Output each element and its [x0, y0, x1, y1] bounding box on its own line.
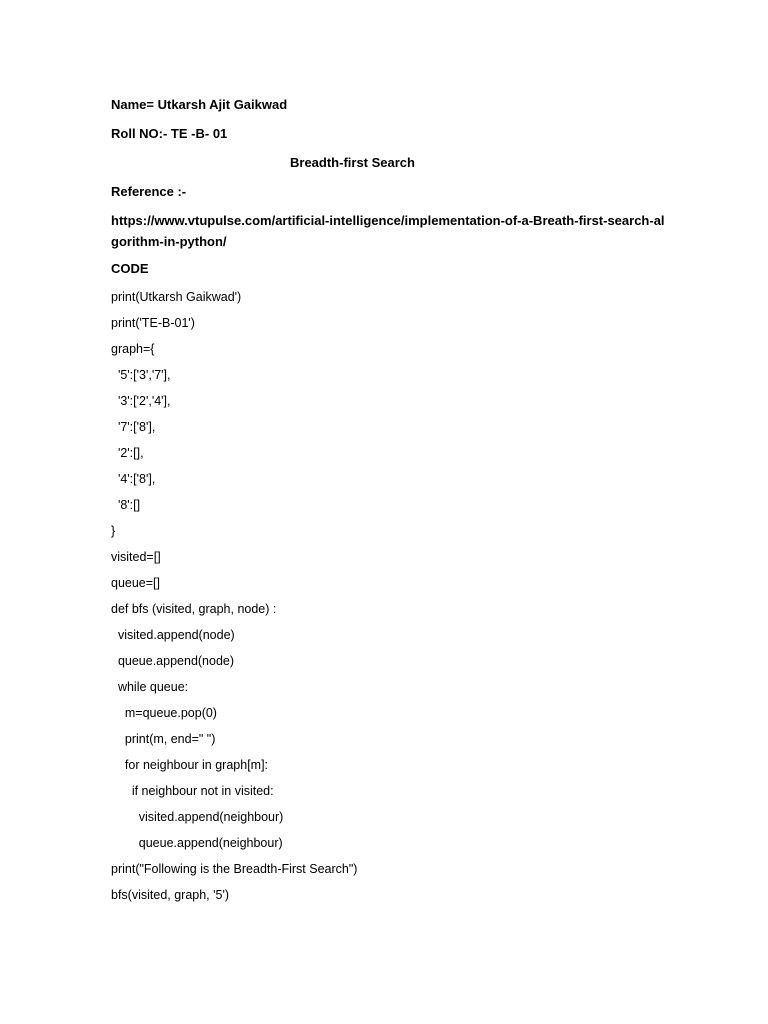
code-line: m=queue.pop(0)	[111, 706, 217, 720]
code-line: visited.append(neighbour)	[111, 810, 284, 824]
code-line: }	[111, 524, 116, 538]
code-line: for neighbour in graph[m]:	[111, 758, 269, 772]
code-line: queue.append(node)	[111, 654, 235, 668]
code-line: bfs(visited, graph, '5')	[111, 888, 230, 902]
code-line: '8':[]	[111, 498, 141, 512]
code-line: '2':[],	[111, 446, 144, 460]
code-line: if neighbour not in visited:	[111, 784, 274, 798]
code-line: queue=[]	[111, 576, 161, 590]
code-line: '5':['3','7'],	[111, 368, 171, 382]
code-line: visited=[]	[111, 550, 161, 564]
code-line: '3':['2','4'],	[111, 394, 171, 408]
code-line: print("Following is the Breadth-First Search")	[111, 862, 358, 876]
document-title: Breadth-first Search	[290, 155, 415, 170]
code-line: queue.append(neighbour)	[111, 836, 283, 850]
code-line: while queue:	[111, 680, 189, 694]
code-heading: CODE	[111, 261, 149, 276]
student-name: Name= Utkarsh Ajit Gaikwad	[111, 97, 288, 112]
reference-label: Reference :-	[111, 184, 187, 199]
code-line: print('TE-B-01')	[111, 316, 195, 330]
code-line: print(m, end=" ")	[111, 732, 216, 746]
code-line: '4':['8'],	[111, 472, 156, 486]
reference-url: https://www.vtupulse.com/artificial-intelligence/implementation-of-a-Breath-first-search-algorithm-in-python/	[111, 213, 665, 249]
code-line: graph={	[111, 342, 155, 356]
code-line: def bfs (visited, graph, node) :	[111, 602, 277, 616]
roll-number: Roll NO:- TE -B- 01	[111, 126, 228, 141]
code-line: '7':['8'],	[111, 420, 156, 434]
code-line: print(Utkarsh Gaikwad')	[111, 290, 242, 304]
code-line: visited.append(node)	[111, 628, 235, 642]
